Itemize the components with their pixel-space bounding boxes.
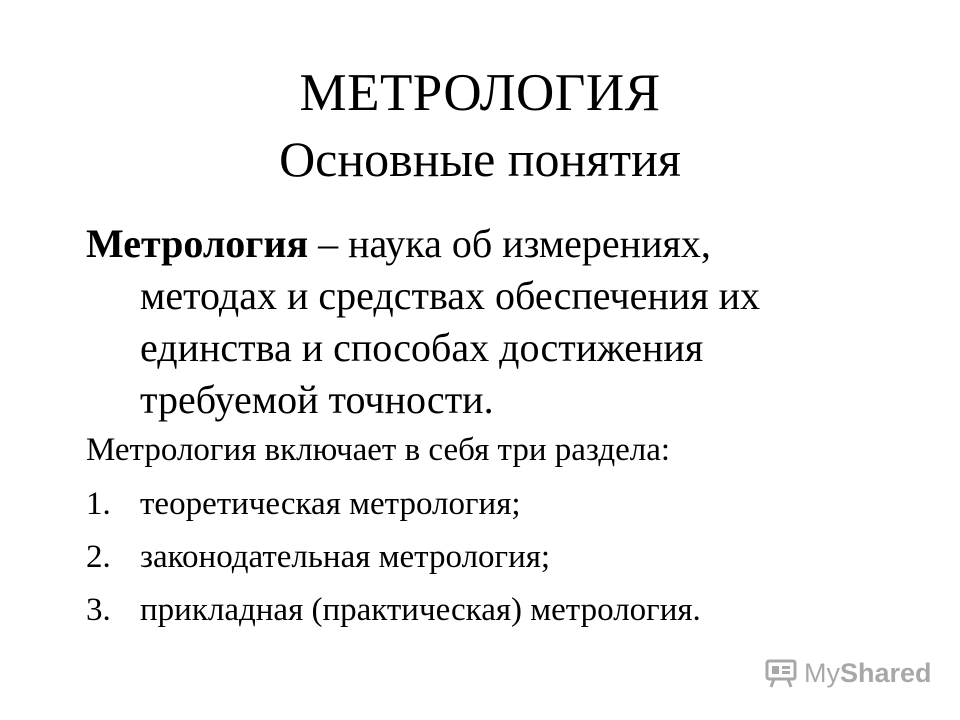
definition-text: – наука об измерениях,	[308, 221, 711, 266]
slide-title	[0, 60, 960, 192]
definition-line: единства и способах достижения	[140, 325, 704, 370]
list-item	[86, 482, 886, 535]
title-subtitle: Основные понятия	[279, 131, 681, 187]
presentation-board-icon	[764, 658, 798, 688]
list-item	[86, 588, 886, 641]
list-item-text: прикладная (практическая) метрология.	[140, 592, 701, 628]
sections-intro: Метрология включает в себя три раздела:	[86, 432, 671, 468]
watermark-suffix: Shared	[840, 657, 932, 688]
list-item-number: 3.	[86, 592, 111, 628]
list-item	[86, 535, 886, 588]
list-item-number: 1.	[86, 486, 111, 522]
definition-line: методах и средствах обеспечения их	[140, 273, 761, 318]
definition-paragraph	[86, 218, 866, 426]
title-main: МЕТРОЛОГИЯ	[299, 64, 661, 122]
sections-list	[86, 482, 886, 641]
definition-term: Метрология	[86, 221, 309, 266]
definition-line: требуемой точности.	[140, 377, 494, 422]
watermark-logo	[764, 652, 932, 694]
watermark-prefix: My	[804, 657, 840, 688]
list-item-text: теоретическая метрология;	[140, 486, 521, 522]
list-item-number: 2.	[86, 539, 111, 575]
list-item-text: законодательная метрология;	[140, 539, 551, 575]
